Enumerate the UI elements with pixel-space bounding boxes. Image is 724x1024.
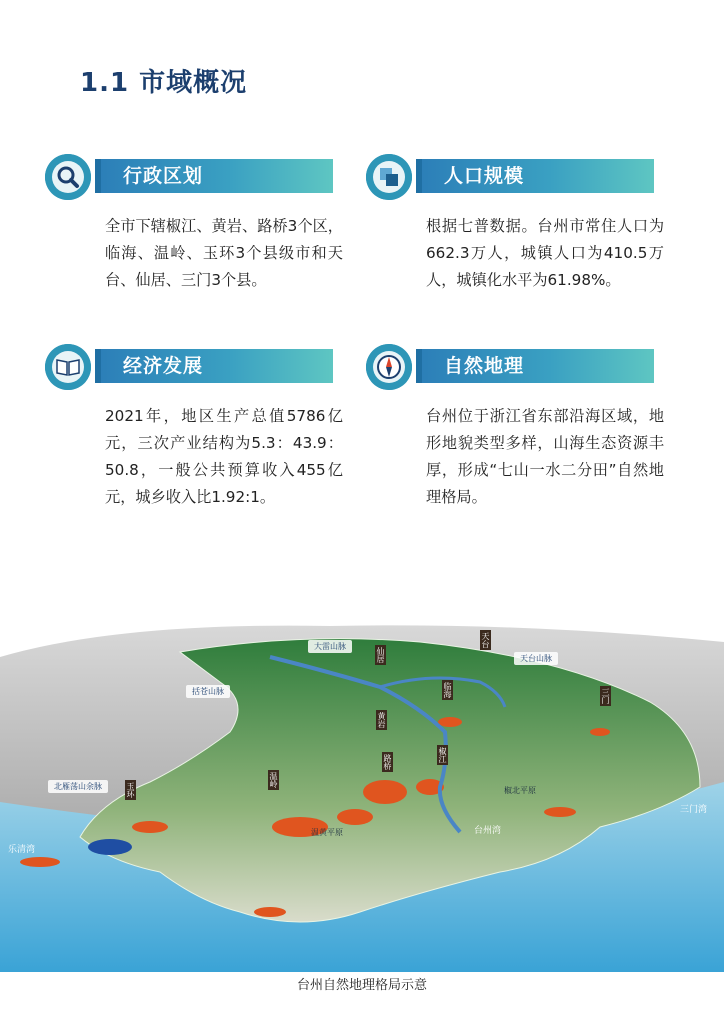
water-label: 乐清湾 <box>8 845 36 855</box>
section-admin <box>45 157 343 294</box>
section-geography <box>366 347 664 511</box>
city-label: 仙居 <box>376 647 385 663</box>
section-body: 全市下辖椒江、黄岩、路桥3个区，临海、温岭、玉环3个县级市和天台、仙居、三门3个县。 <box>105 217 343 289</box>
section-title: 行政区划 <box>101 159 333 193</box>
mountain-label: 大雷山脉 <box>308 640 352 653</box>
section-population <box>366 157 664 294</box>
city-label: 天台 <box>481 632 490 648</box>
city-label: 椒江 <box>438 747 447 763</box>
city-label: 玉环 <box>126 782 135 798</box>
plain-label: 椒北平原 <box>504 786 536 795</box>
compass-icon <box>366 344 412 390</box>
section-title: 经济发展 <box>101 349 333 383</box>
page-title: 1.1 市域概况 <box>80 68 248 98</box>
city-label: 温岭 <box>269 772 278 788</box>
section-title: 自然地理 <box>422 349 654 383</box>
section-title: 人口规模 <box>422 159 654 193</box>
section-body: 2021年，地区生产总值5786亿元，三次产业结构为5.3：43.9：50.8，一般公共预算收入455亿元，城乡收入比1.92:1。 <box>105 407 343 506</box>
map-caption: 台州自然地理格局示意 <box>296 978 427 993</box>
mountain-label: 括苍山脉 <box>186 685 230 698</box>
plain-label: 温黄平原 <box>311 828 343 837</box>
terrain-map <box>0 612 724 972</box>
city-label: 路桥 <box>383 754 392 770</box>
layers-icon <box>366 154 412 200</box>
book-icon <box>45 344 91 390</box>
section-body: 根据七普数据。台州市常住人口为662.3万人，城镇人口为410.5万人，城镇化水平为61.98%。 <box>426 217 664 289</box>
city-label: 临海 <box>443 682 452 698</box>
section-economy <box>45 347 343 511</box>
mountain-label: 北雁荡山余脉 <box>48 780 108 793</box>
city-label: 黄岩 <box>377 712 386 728</box>
city-label: 三门 <box>601 688 610 704</box>
water-label: 三门湾 <box>680 805 708 815</box>
section-body: 台州位于浙江省东部沿海区域，地形地貌类型多样，山海生态资源丰厚，形成“七山一水二分田”自然地理格局。 <box>426 407 664 506</box>
water-label: 台州湾 <box>474 826 502 836</box>
mountain-label: 天台山脉 <box>514 652 558 665</box>
search-icon <box>45 154 91 200</box>
